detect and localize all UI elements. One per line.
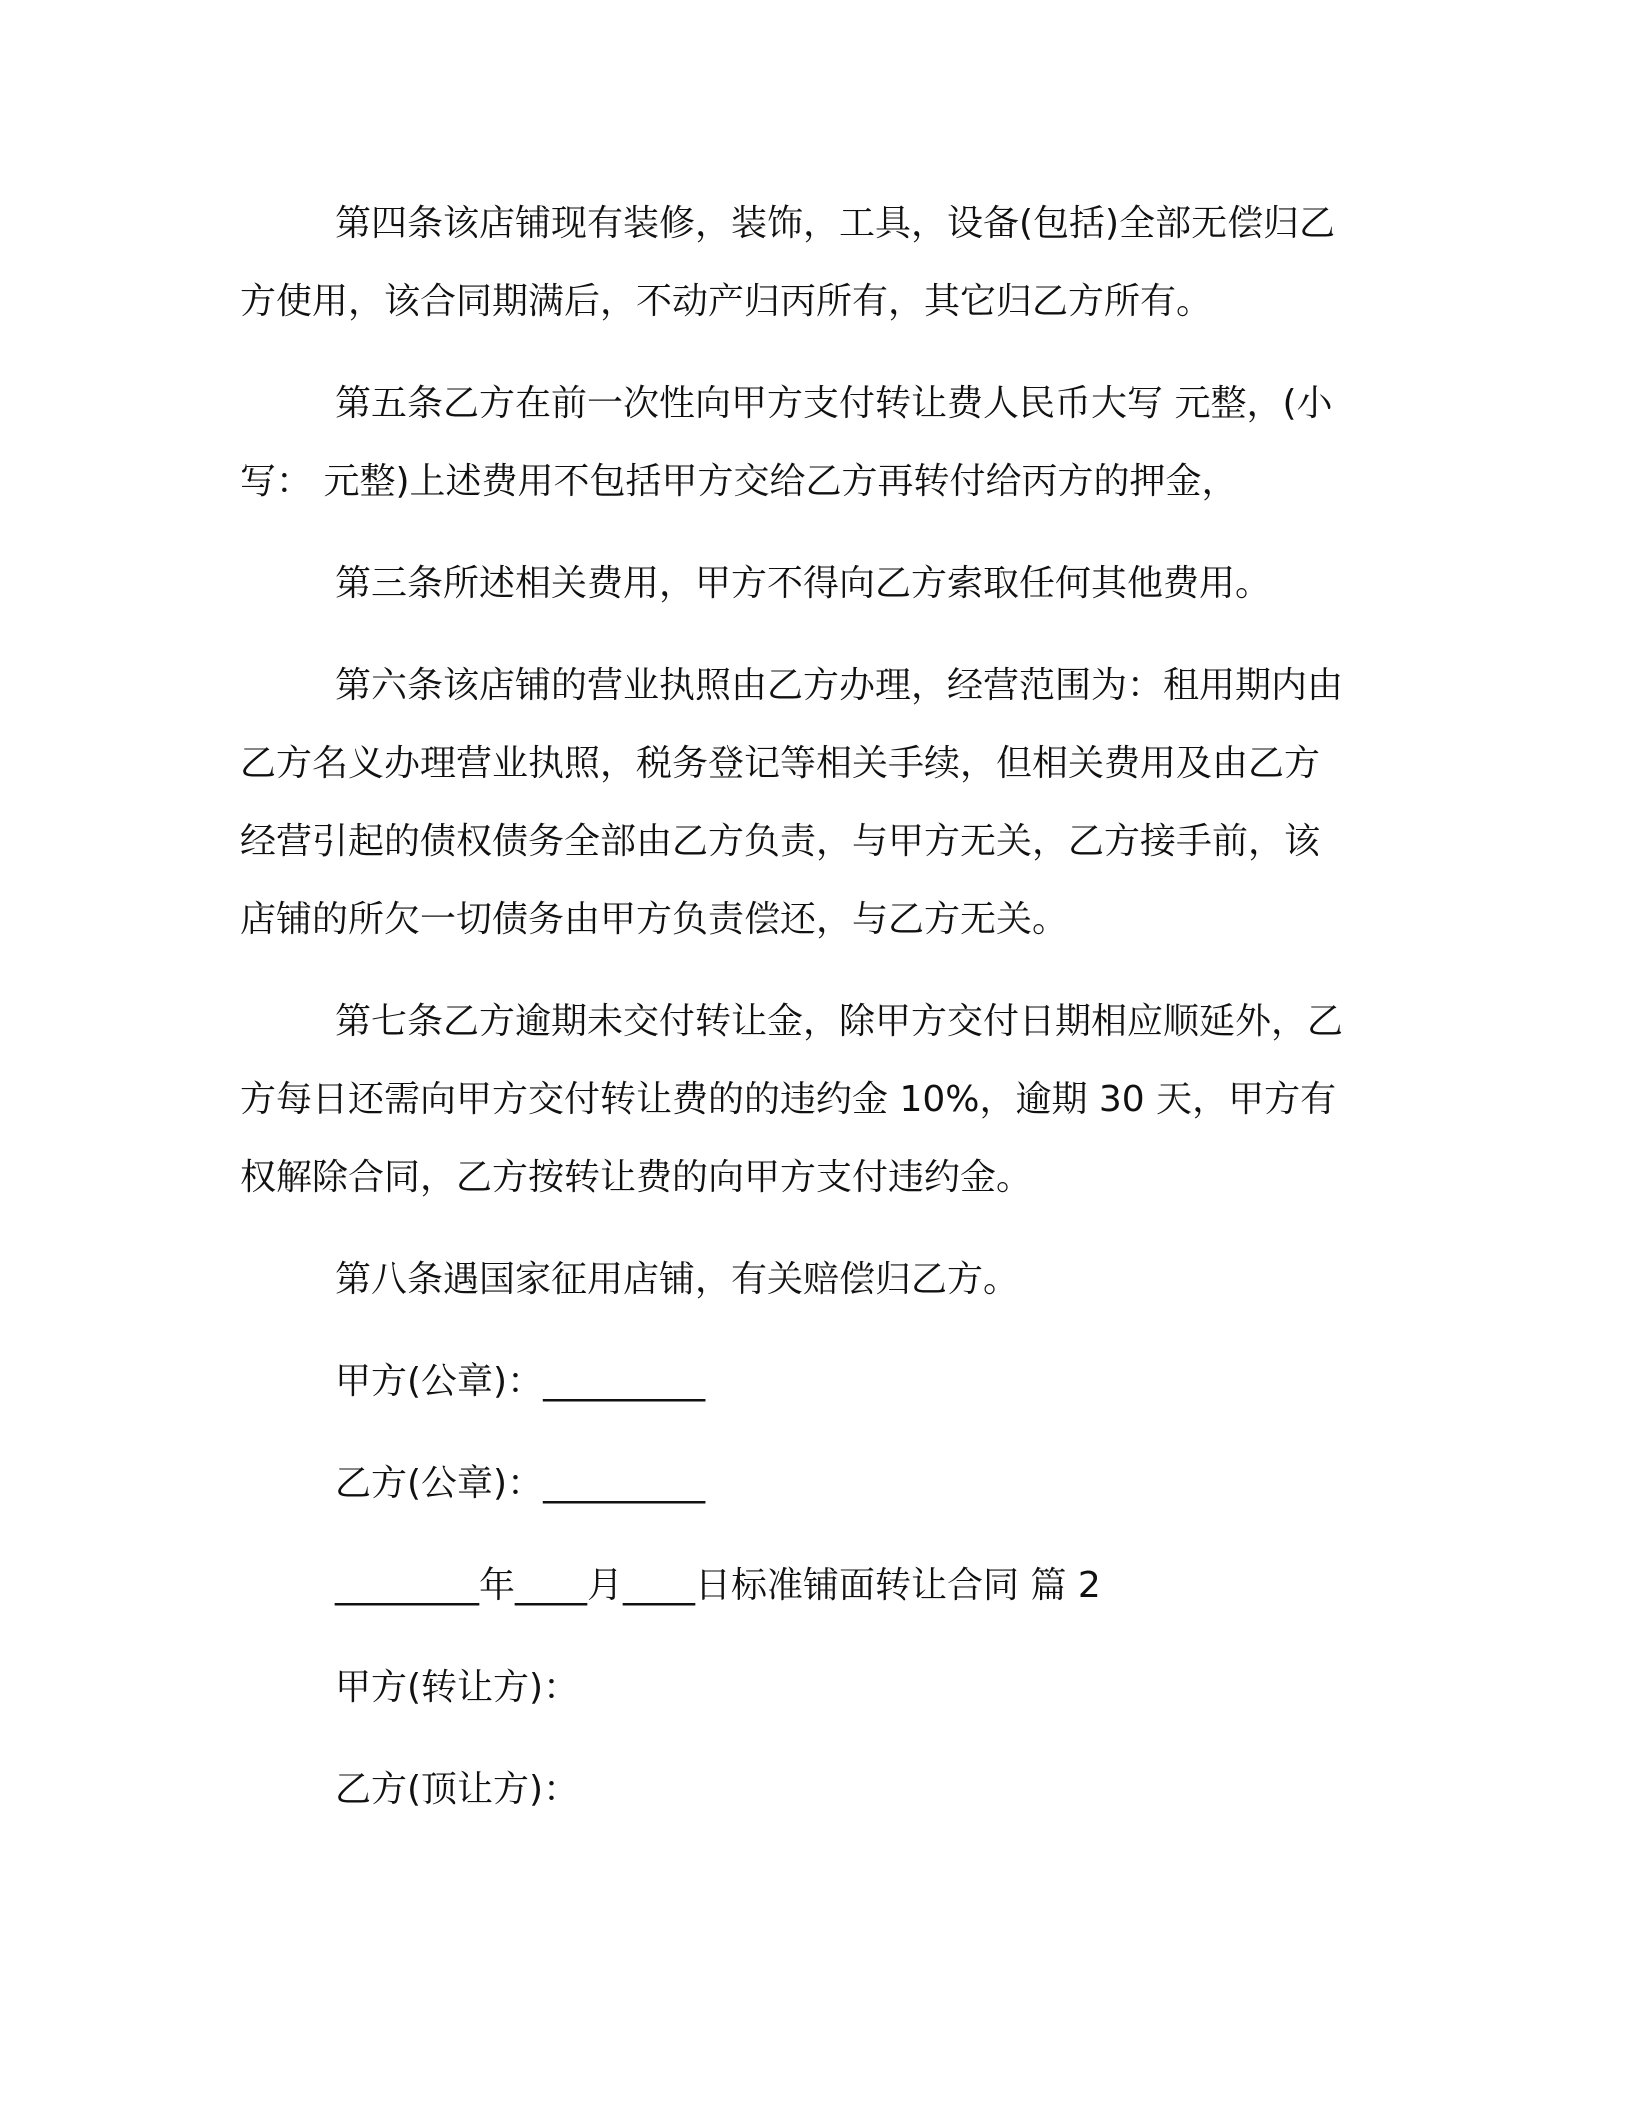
article-3-note — [240, 545, 1380, 623]
article-7-line-1: 第七条乙方逾期未交付转让金，除甲方交付日期相应顺延外，乙 — [335, 1001, 1344, 1042]
article-4-line-1: 第四条该店铺现有装修，装饰，工具，设备(包括)全部无偿归乙 — [335, 203, 1336, 244]
article-7 — [240, 983, 1380, 1217]
article-6-line-2: 乙方名义办理营业执照，税务登记等相关手续，但相关费用及由乙方 — [240, 743, 1321, 784]
article-3-note-line-1: 第三条所述相关费用，甲方不得向乙方索取任何其他费用。 — [335, 563, 1272, 604]
article-5-line-1: 第五条乙方在前一次性向甲方支付转让费人民币大写 元整，(小 — [335, 383, 1333, 424]
transferee-label: 乙方(顶让方)： — [335, 1769, 580, 1810]
date-heading: ________年____月____日标准铺面转让合同 篇 2 — [335, 1565, 1101, 1606]
article-7-line-3: 权解除合同，乙方按转让费的向甲方支付违约金。 — [240, 1157, 1033, 1198]
article-6-line-1: 第六条该店铺的营业执照由乙方办理，经营范围为：租用期内由 — [335, 665, 1344, 706]
article-5 — [240, 365, 1380, 521]
article-6 — [240, 647, 1380, 959]
transferor-label: 甲方(转让方)： — [335, 1667, 580, 1708]
article-5-line-2: 写： 元整)上述费用不包括甲方交给乙方再转付给丙方的押金， — [240, 461, 1238, 502]
article-6-line-3: 经营引起的债权债务全部由乙方负责，与甲方无关，乙方接手前，该 — [240, 821, 1321, 862]
article-6-line-4: 店铺的所欠一切债务由甲方负责偿还，与乙方无关。 — [240, 899, 1069, 940]
article-8-line-1: 第八条遇国家征用店铺，有关赔偿归乙方。 — [335, 1259, 1020, 1300]
article-4-line-2: 方使用，该合同期满后，不动产归丙所有，其它归乙方所有。 — [240, 281, 1213, 322]
document-body — [240, 185, 1380, 1853]
article-7-line-2: 方每日还需向甲方交付转让费的的违约金 10%，逾期 30 天，甲方有 — [240, 1079, 1337, 1120]
article-8 — [240, 1241, 1380, 1319]
party-a-seal-line: 甲方(公章)：_________ — [335, 1361, 706, 1402]
party-b-seal-line: 乙方(公章)：_________ — [335, 1463, 706, 1504]
article-4 — [240, 185, 1380, 341]
